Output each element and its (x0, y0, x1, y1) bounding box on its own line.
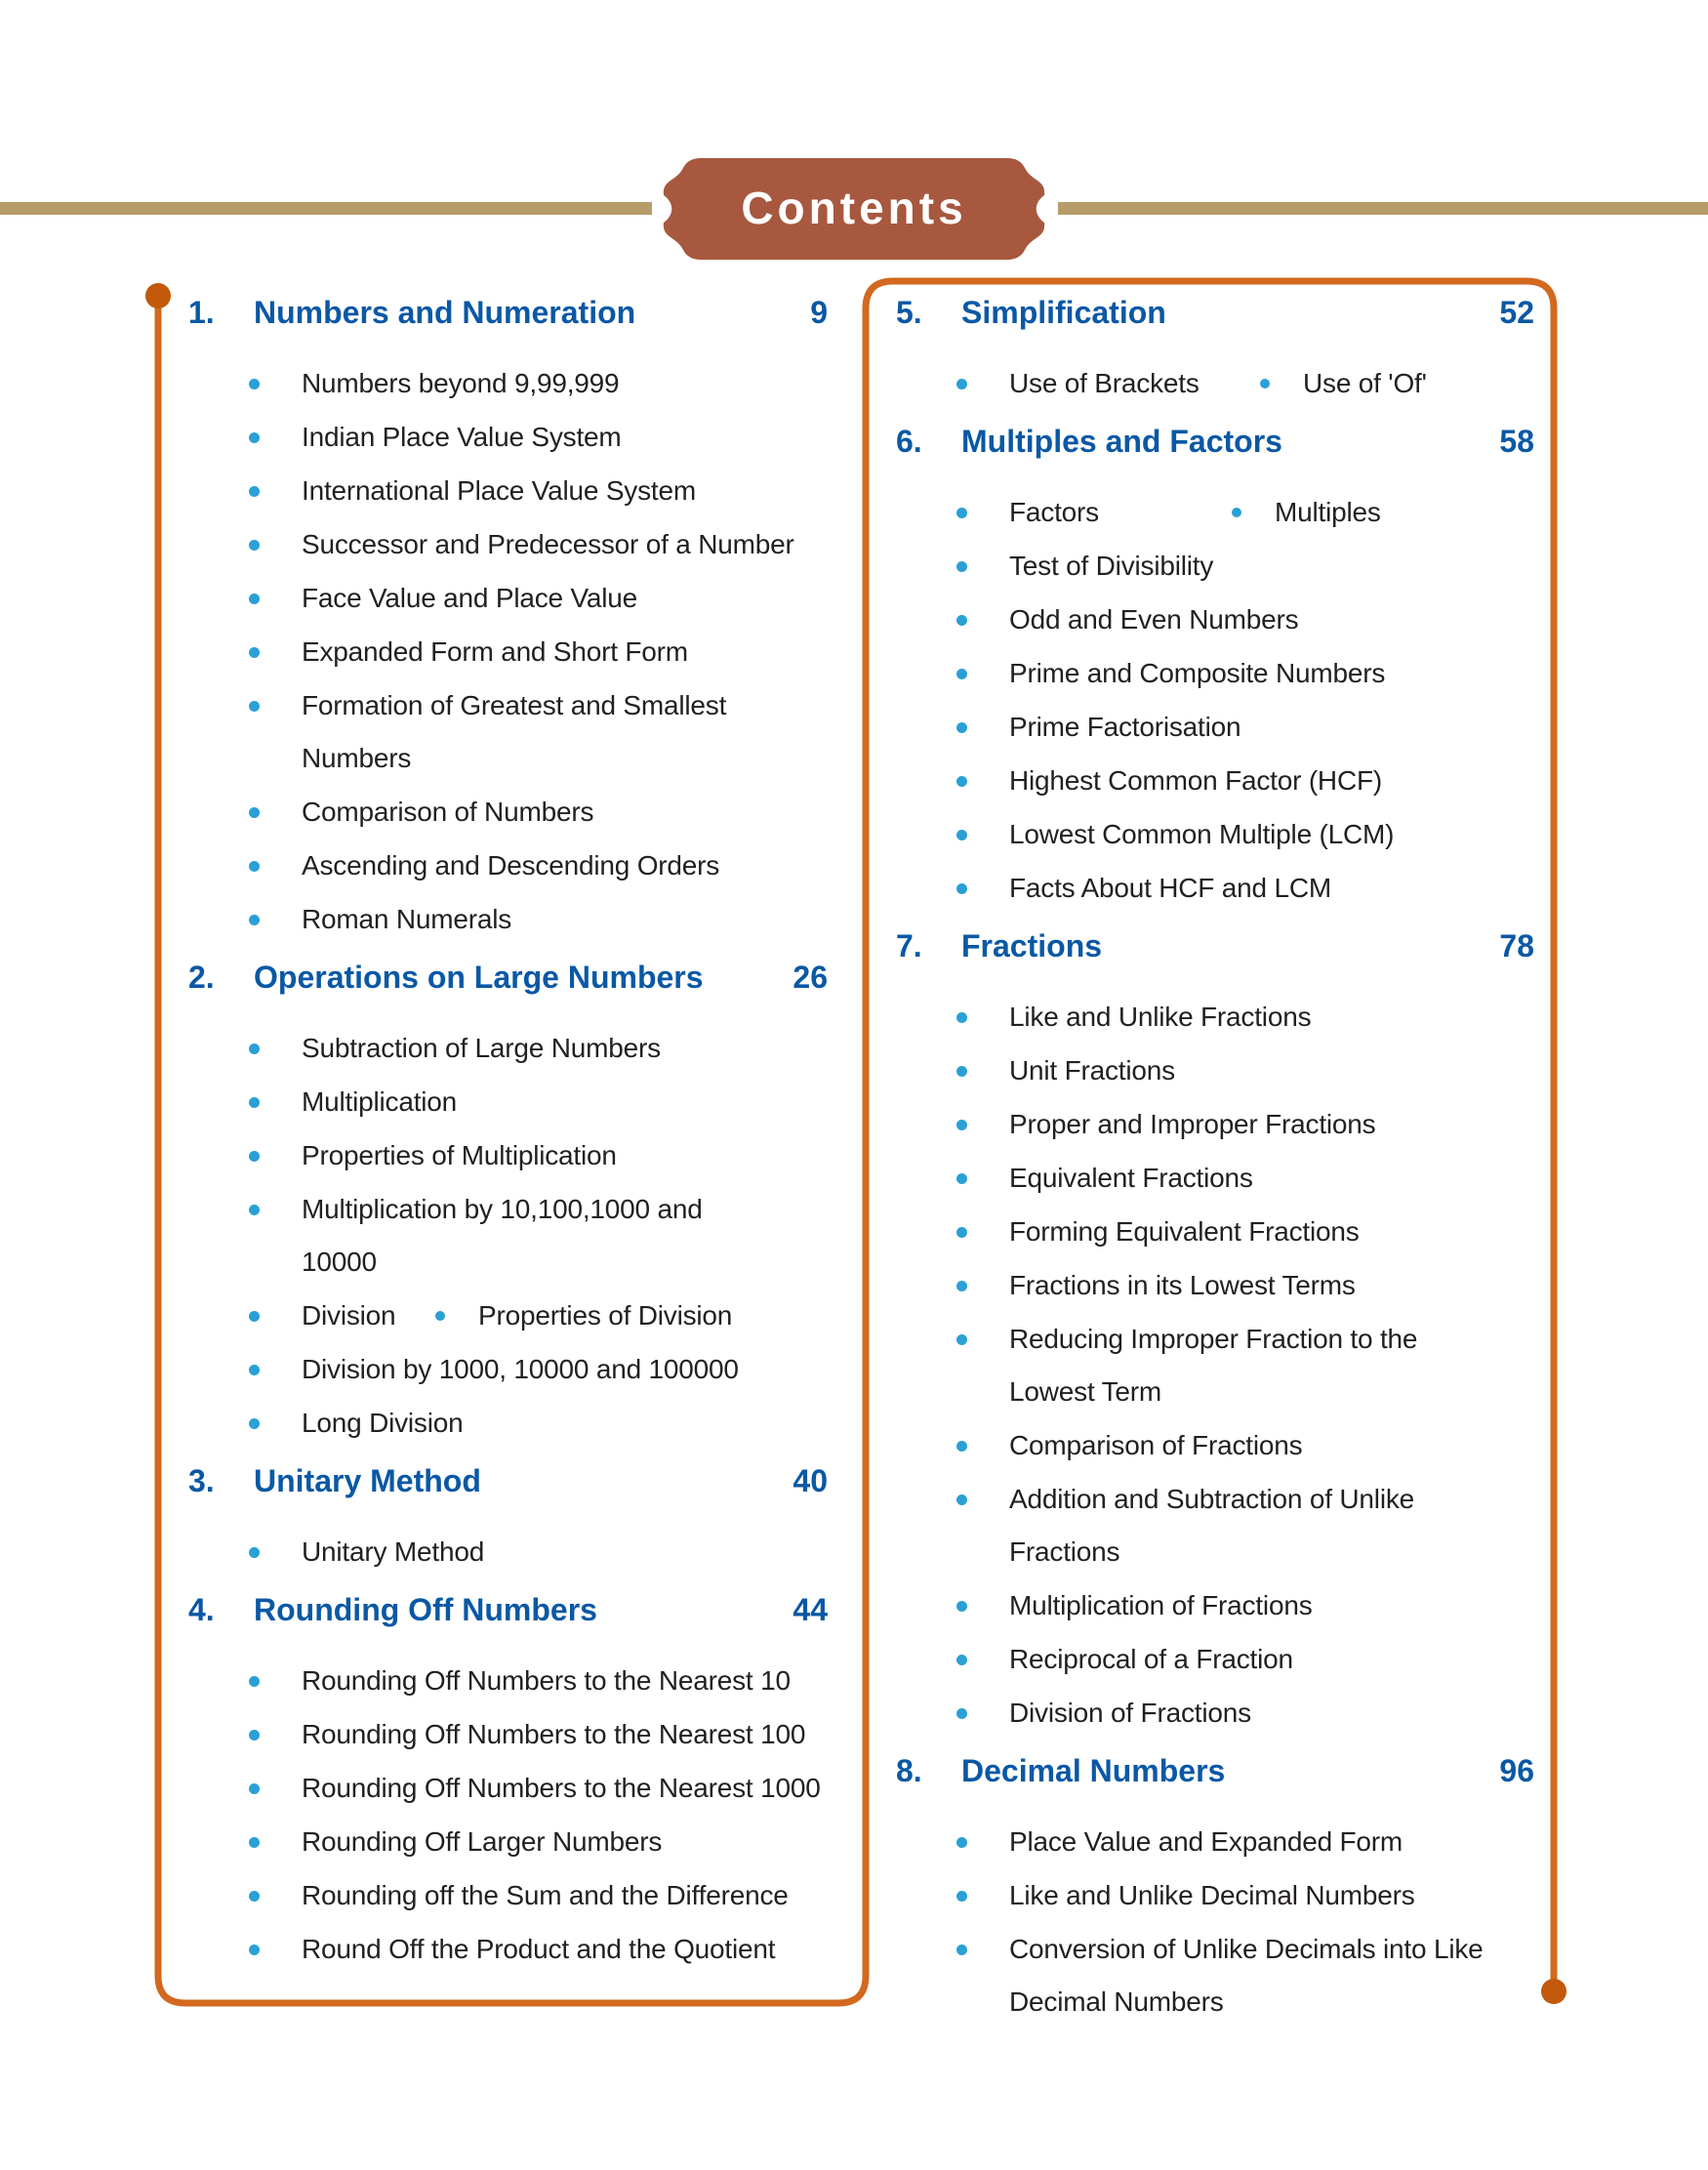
toc-item-text (1009, 497, 1381, 527)
toc-item (158, 839, 866, 892)
toc-item (866, 1313, 1554, 1418)
toc-item (866, 1473, 1554, 1578)
bullet-icon (956, 1891, 967, 1902)
chapter-title: Operations on Large Numbers (254, 960, 704, 995)
bullet-icon (956, 508, 967, 518)
toc-item (158, 786, 866, 839)
chapter-topics (866, 1816, 1554, 2028)
toc-item (866, 808, 1554, 861)
toc-item-text (302, 1183, 866, 1289)
chapter-heading (158, 956, 866, 999)
chapter-heading (158, 1588, 866, 1631)
toc-item (158, 1022, 866, 1075)
bullet-icon (956, 561, 967, 572)
toc-item (866, 1687, 1554, 1740)
chapter-number: 8. (896, 1753, 922, 1788)
toc-item (158, 1923, 866, 1976)
toc-item-text (1009, 368, 1427, 398)
toc-item (866, 1152, 1554, 1205)
bullet-icon (249, 701, 260, 712)
bullet-icon (249, 432, 260, 443)
toc-item (158, 518, 866, 571)
toc-item-text: Subtraction of Large Numbers (302, 1033, 661, 1063)
bullet-icon (956, 1173, 967, 1184)
toc-item (866, 1044, 1554, 1097)
toc-item-text: Division of Fractions (1009, 1698, 1251, 1728)
chapter-heading (866, 924, 1554, 967)
toc-item (866, 862, 1554, 915)
toc-item (866, 991, 1554, 1044)
bullet-icon (956, 1945, 967, 1955)
toc-item-text (1009, 1473, 1554, 1578)
chapter-topics (158, 1655, 866, 1976)
toc-item-text: Equivalent Fractions (1009, 1163, 1253, 1193)
bullet-icon (249, 540, 260, 551)
toc-item (158, 465, 866, 517)
toc-item-text: Round Off the Product and the Quotient (302, 1934, 776, 1964)
toc-item (158, 411, 866, 464)
toc-item-text: Properties of Division (478, 1300, 733, 1331)
toc-item-text: Numbers beyond 9,99,999 (302, 368, 620, 398)
bullet-icon (956, 669, 967, 679)
bullet-icon (249, 861, 260, 872)
toc-item-text: Comparison of Fractions (1009, 1430, 1303, 1460)
chapter-topics (158, 1022, 866, 1450)
divider-rule-left (0, 202, 652, 215)
chapter-title: Decimal Numbers (961, 1753, 1226, 1788)
chapter-heading (866, 1749, 1554, 1792)
bullet-icon (249, 1783, 260, 1794)
bullet-icon (956, 1066, 967, 1077)
toc-item (866, 1419, 1554, 1472)
toc-item-line: Conversion of Unlike Decimals into Like (1009, 1934, 1484, 1964)
chapter-heading (158, 291, 866, 334)
bullet-icon (249, 1044, 260, 1054)
toc-item (866, 357, 1554, 410)
toc-item-text: Properties of Multiplication (302, 1140, 617, 1170)
toc-item (158, 572, 866, 625)
toc-item-text (1009, 1313, 1554, 1418)
toc-item-text: Prime and Composite Numbers (1009, 658, 1386, 688)
toc-chapter (866, 924, 1554, 1740)
chapter-number: 1. (188, 295, 215, 330)
toc-item-line: Lowest Term (1009, 1376, 1162, 1407)
toc-item (866, 1259, 1554, 1312)
toc-item-text: Test of Divisibility (1009, 551, 1214, 581)
bullet-icon (956, 776, 967, 787)
toc-item-text: Division by 1000, 10000 and 100000 (302, 1354, 739, 1384)
chapter-page-number: 52 (1499, 295, 1534, 330)
toc-item-text: Like and Unlike Decimal Numbers (1009, 1880, 1415, 1910)
bullet-icon (956, 883, 967, 894)
bullet-icon (956, 1708, 967, 1719)
toc-item (158, 1397, 866, 1450)
toc-item-text: Rounding Off Numbers to the Nearest 10 (302, 1665, 791, 1696)
toc-item-text: Place Value and Expanded Form (1009, 1826, 1403, 1857)
toc-item (158, 1129, 866, 1182)
toc-item (158, 1869, 866, 1922)
toc-item-text: Highest Common Factor (HCF) (1009, 765, 1383, 796)
toc-item (866, 1206, 1554, 1258)
toc-item-text: Forming Equivalent Fractions (1009, 1216, 1360, 1247)
chapter-title: Multiples and Factors (961, 424, 1282, 459)
chapter-page-number: 44 (793, 1592, 828, 1627)
toc-item-text: Roman Numerals (302, 904, 512, 934)
toc-item (158, 893, 866, 946)
toc-item-text: Rounding Off Larger Numbers (302, 1826, 663, 1857)
toc-chapter (866, 1749, 1554, 2028)
toc-item-text: Reciprocal of a Fraction (1009, 1644, 1293, 1674)
toc-item-text: Prime Factorisation (1009, 712, 1241, 742)
chapter-number: 4. (188, 1592, 215, 1627)
toc-item-text: International Place Value System (302, 475, 696, 506)
toc-item-text: Use of 'Of' (1303, 368, 1427, 398)
toc-item-line: Formation of Greatest and Smallest (302, 690, 727, 720)
bullet-icon (249, 1676, 260, 1687)
contents-badge (662, 156, 1046, 262)
bullet-icon (249, 594, 260, 604)
toc-item (158, 1762, 866, 1815)
toc-item (158, 1655, 866, 1707)
toc-item (158, 1290, 866, 1342)
chapter-number: 7. (896, 928, 922, 963)
toc-item-text: Rounding Off Numbers to the Nearest 100 (302, 1719, 806, 1749)
chapter-topics (866, 486, 1554, 915)
toc-item (866, 486, 1554, 539)
toc-item-text: Indian Place Value System (302, 422, 622, 452)
page-title: Contents (741, 183, 967, 233)
toc-chapter (866, 291, 1554, 410)
divider-rule-right (1058, 202, 1708, 215)
toc-item-text: Division (302, 1300, 396, 1331)
toc-item-text: Face Value and Place Value (302, 583, 637, 613)
chapter-heading (866, 420, 1554, 463)
toc-item-line: 10000 (302, 1247, 377, 1277)
bullet-icon (249, 1418, 260, 1429)
toc-item-text: Rounding Off Numbers to the Nearest 1000 (302, 1773, 821, 1803)
toc-item-text: Like and Unlike Fractions (1009, 1002, 1312, 1032)
bullet-icon (956, 1494, 967, 1505)
toc-item-text: Multiples (1275, 497, 1381, 527)
chapter-number: 6. (896, 424, 922, 459)
toc-item-line: Multiplication by 10,100,1000 and (302, 1194, 703, 1224)
bullet-icon (956, 1837, 967, 1848)
toc-item-text (1009, 1923, 1554, 2028)
toc-column-right (866, 281, 1554, 2029)
toc-item (866, 1816, 1554, 1868)
toc-item (866, 755, 1554, 807)
toc-item-text: Unit Fractions (1009, 1055, 1175, 1085)
toc-item-text: Expanded Form and Short Form (302, 636, 688, 667)
toc-item (866, 1633, 1554, 1686)
bullet-icon (249, 1730, 260, 1740)
bullet-icon (249, 1151, 260, 1162)
bullet-icon (249, 647, 260, 658)
chapter-title: Numbers and Numeration (254, 295, 636, 330)
toc-item-text: Successor and Predecessor of a Number (302, 529, 794, 559)
bullet-icon (956, 1334, 967, 1345)
bullet-icon (956, 1655, 967, 1665)
toc-item (158, 1526, 866, 1578)
toc-item (866, 647, 1554, 700)
toc-chapter (158, 291, 866, 946)
toc-item-text: Lowest Common Multiple (LCM) (1009, 819, 1395, 849)
toc-item-text: Proper and Improper Fractions (1009, 1109, 1376, 1139)
chapter-title: Unitary Method (254, 1463, 481, 1498)
toc-chapter (866, 420, 1554, 915)
bullet-icon (249, 1547, 260, 1558)
toc-item-text: Comparison of Numbers (302, 797, 594, 827)
bullet-icon (1232, 508, 1241, 517)
toc-item (158, 357, 866, 410)
chapter-number: 2. (188, 960, 215, 995)
toc-item-text: Long Division (302, 1408, 464, 1438)
toc-item-text: Use of Brackets (1009, 368, 1200, 398)
bullet-icon (249, 1837, 260, 1848)
bullet-icon (956, 379, 967, 389)
bullet-icon (249, 1365, 260, 1375)
bullet-icon (956, 1012, 967, 1023)
bullet-icon (249, 1311, 260, 1322)
chapter-topics (866, 991, 1554, 1740)
bullet-icon (956, 1441, 967, 1452)
bullet-icon (956, 615, 967, 626)
bullet-icon (249, 379, 260, 389)
toc-item-text (302, 1300, 732, 1331)
chapter-topics (158, 357, 866, 946)
bullet-icon (249, 1097, 260, 1108)
toc-item (158, 626, 866, 678)
chapter-page-number: 58 (1499, 424, 1534, 459)
bullet-icon (1260, 379, 1270, 389)
toc-item-text: Multiplication (302, 1086, 458, 1117)
toc-item (866, 1923, 1554, 2028)
bullet-icon (956, 1120, 967, 1130)
bullet-icon (249, 1891, 260, 1902)
toc-item-text (302, 679, 866, 785)
bullet-icon (249, 1945, 260, 1955)
chapter-heading (158, 1459, 866, 1502)
toc-item-text: Multiplication of Fractions (1009, 1590, 1313, 1620)
chapter-number: 3. (188, 1463, 215, 1498)
bullet-icon (435, 1311, 445, 1321)
chapter-page-number: 9 (810, 295, 828, 330)
bullet-icon (956, 1227, 967, 1238)
toc-item (158, 1183, 866, 1289)
toc-item-text: Rounding off the Sum and the Difference (302, 1880, 789, 1910)
bullet-icon (956, 1281, 967, 1291)
toc-item-text: Unitary Method (302, 1536, 485, 1567)
chapter-number: 5. (896, 295, 922, 330)
chapter-title: Fractions (961, 928, 1103, 963)
toc-item-line: Numbers (302, 743, 412, 773)
chapter-page-number: 96 (1499, 1753, 1534, 1788)
toc-item-text: Fractions in its Lowest Terms (1009, 1270, 1356, 1300)
toc-item (866, 1869, 1554, 1922)
toc-item (866, 701, 1554, 754)
chapter-title: Simplification (961, 295, 1166, 330)
chapter-heading (866, 291, 1554, 334)
bullet-icon (249, 915, 260, 925)
toc-item-line: Fractions (1009, 1536, 1120, 1567)
toc-item (158, 679, 866, 785)
toc-item-text: Ascending and Descending Orders (302, 850, 720, 880)
toc-item (866, 594, 1554, 646)
toc-chapter (158, 1459, 866, 1578)
toc-item-text: Odd and Even Numbers (1009, 604, 1299, 635)
toc-item-line: Reducing Improper Fraction to the (1009, 1324, 1418, 1354)
toc-item (158, 1343, 866, 1396)
toc-item (866, 540, 1554, 593)
toc-item (158, 1708, 866, 1761)
toc-item (158, 1076, 866, 1128)
chapter-topics (866, 357, 1554, 410)
chapter-page-number: 26 (793, 960, 828, 995)
bullet-icon (249, 486, 260, 497)
bullet-icon (956, 830, 967, 840)
bullet-icon (249, 1205, 260, 1215)
toc-chapter (158, 956, 866, 1450)
bullet-icon (956, 722, 967, 733)
toc-item-line: Addition and Subtraction of Unlike (1009, 1484, 1415, 1514)
toc-item-text: Facts About HCF and LCM (1009, 873, 1331, 903)
toc-item (158, 1816, 866, 1868)
chapter-page-number: 78 (1499, 928, 1534, 963)
bullet-icon (249, 807, 260, 818)
toc-column-left (158, 281, 866, 1977)
chapter-page-number: 40 (793, 1463, 828, 1498)
toc-item (866, 1579, 1554, 1632)
toc-item-line: Decimal Numbers (1009, 1986, 1224, 2017)
toc-item-text: Factors (1009, 497, 1099, 527)
chapter-title: Rounding Off Numbers (254, 1592, 597, 1627)
toc-chapter (158, 1588, 866, 1976)
toc-item (866, 1098, 1554, 1151)
chapter-topics (158, 1526, 866, 1578)
bullet-icon (956, 1601, 967, 1612)
